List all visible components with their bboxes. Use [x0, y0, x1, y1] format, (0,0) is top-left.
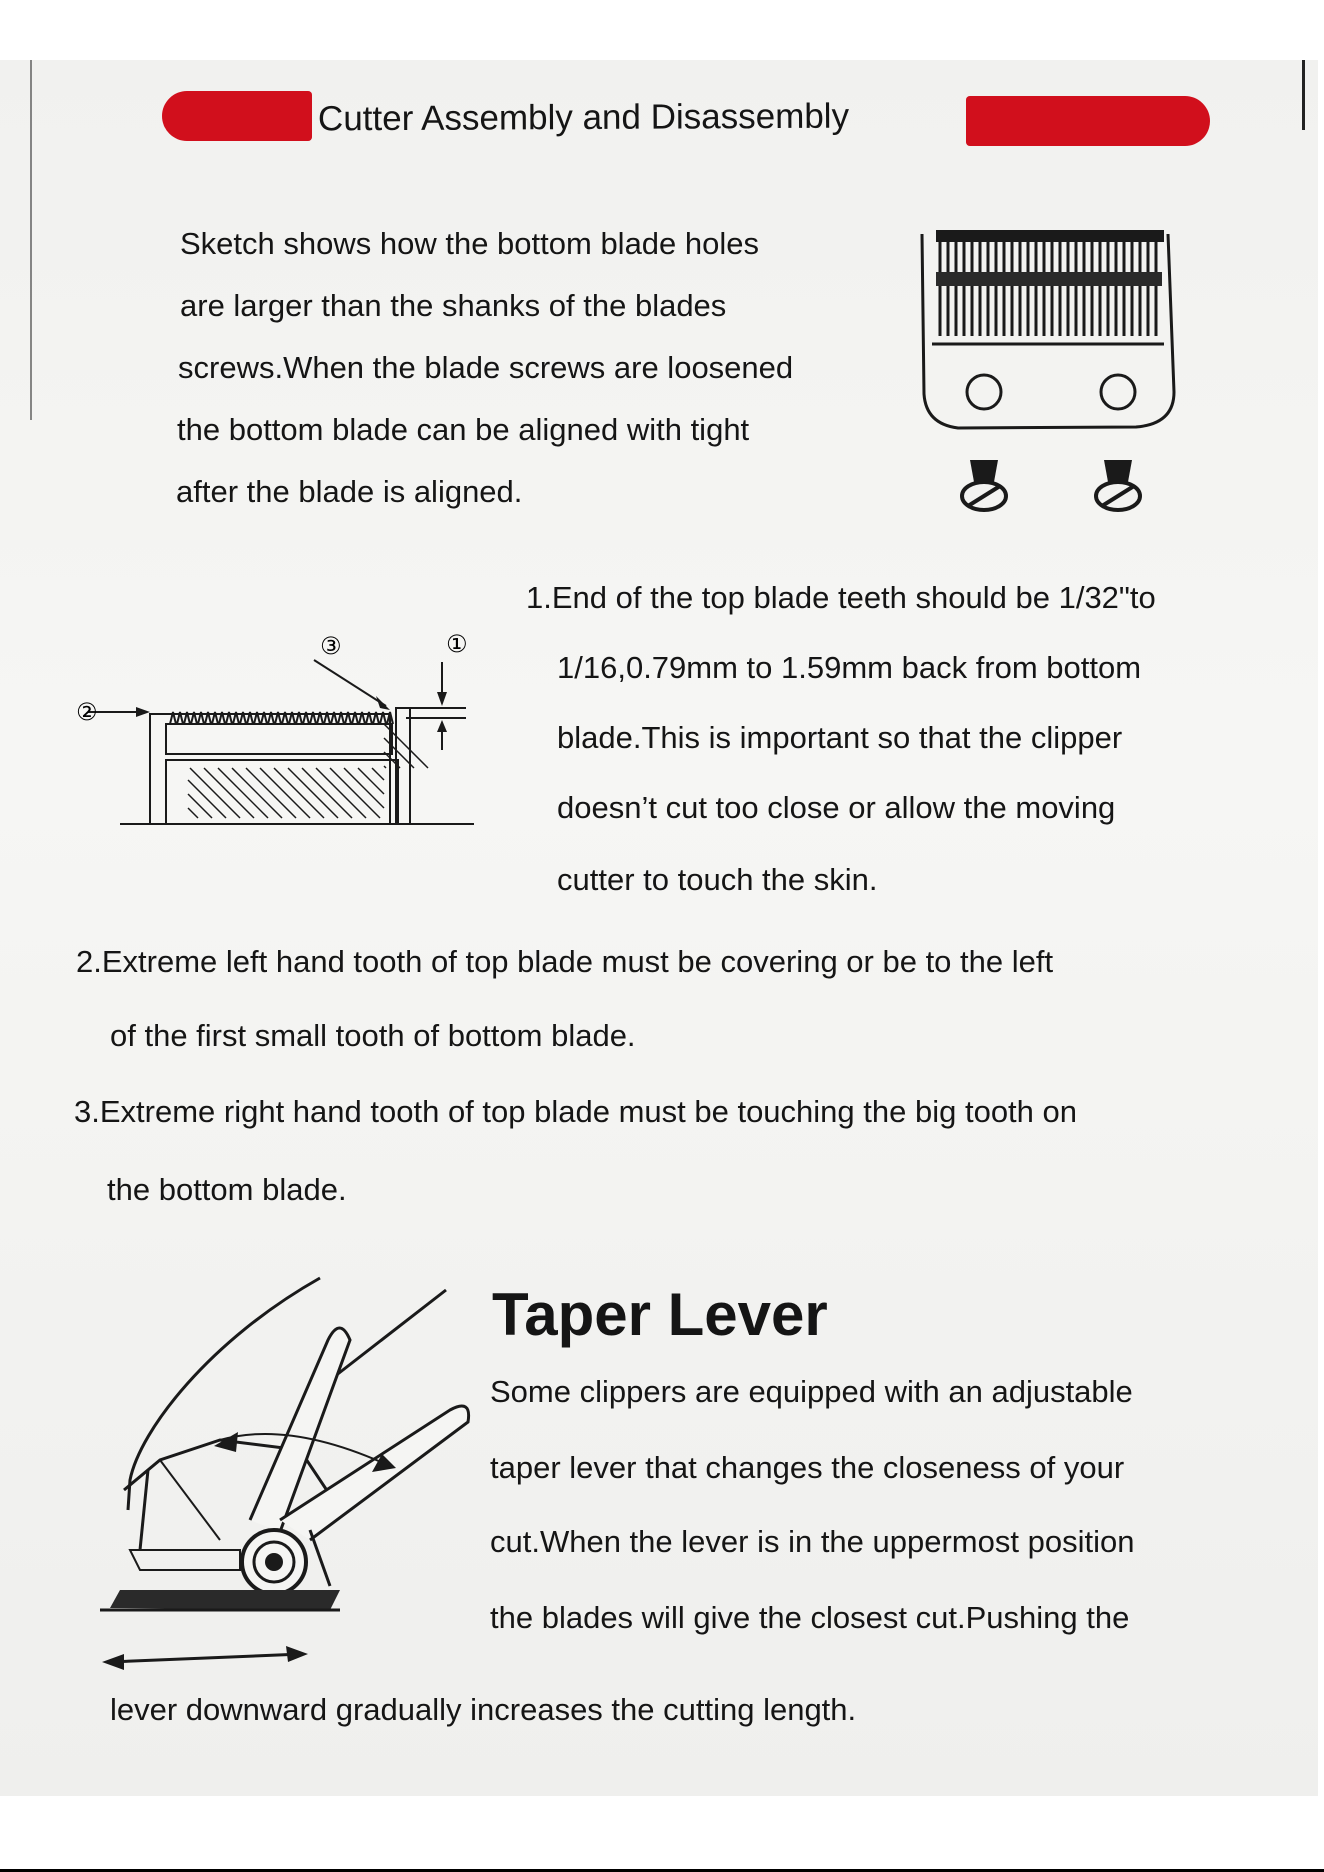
blade-top-view-icon	[918, 224, 1178, 524]
taper-line: Some clippers are equipped with an adjustable	[490, 1374, 1133, 1409]
header-accent-right	[966, 96, 1210, 146]
taper-line: cut.When the lever is in the uppermost position	[490, 1524, 1135, 1559]
intro-line: the bottom blade can be aligned with tight	[177, 412, 750, 447]
diagram-label-1: ①	[446, 630, 468, 658]
point-3-line: the bottom blade.	[107, 1172, 347, 1207]
taper-line: the blades will give the closest cut.Pushing the	[490, 1600, 1130, 1635]
taper-line: taper lever that changes the closeness of your	[490, 1450, 1125, 1485]
page-edge-right	[1302, 60, 1305, 130]
section-title-taper-lever: Taper Lever	[492, 1281, 828, 1348]
point-3-line: 3.Extreme right hand tooth of top blade must be touching the big tooth on	[74, 1094, 1078, 1129]
blade-screw-icon	[1096, 460, 1140, 510]
intro-line: screws.When the blade screws are loosened	[178, 350, 794, 385]
intro-line: Sketch shows how the bottom blade holes	[180, 226, 760, 261]
taper-line: lever downward gradually increases the cutting length.	[110, 1692, 857, 1727]
point-2-line: of the first small tooth of bottom blade.	[110, 1018, 636, 1053]
intro-line: after the blade is aligned.	[176, 474, 523, 509]
point-1-line: 1.End of the top blade teeth should be 1/32"to	[526, 580, 1156, 615]
taper-lever-diagram-icon	[90, 1270, 490, 1690]
point-1-line: 1/16,0.79mm to 1.59mm back from bottom	[557, 650, 1142, 685]
section-title-cutter: Cutter Assembly and Disassembly	[317, 96, 850, 139]
diagram-label-3: ③	[320, 632, 342, 660]
point-1-line: blade.This is important so that the clipper	[557, 720, 1123, 755]
diagram-label-2: ②	[76, 698, 98, 726]
blade-side-diagram-icon	[66, 632, 506, 832]
point-1-line: doesn’t cut too close or allow the moving	[557, 790, 1116, 825]
point-2-line: 2.Extreme left hand tooth of top blade must be covering or be to the left	[76, 944, 1054, 979]
intro-line: are larger than the shanks of the blades	[180, 288, 727, 323]
blade-screw-icon	[962, 460, 1006, 510]
page-edge-left	[30, 60, 32, 420]
header-accent-left	[162, 91, 312, 141]
point-1-line: cutter to touch the skin.	[557, 862, 878, 897]
